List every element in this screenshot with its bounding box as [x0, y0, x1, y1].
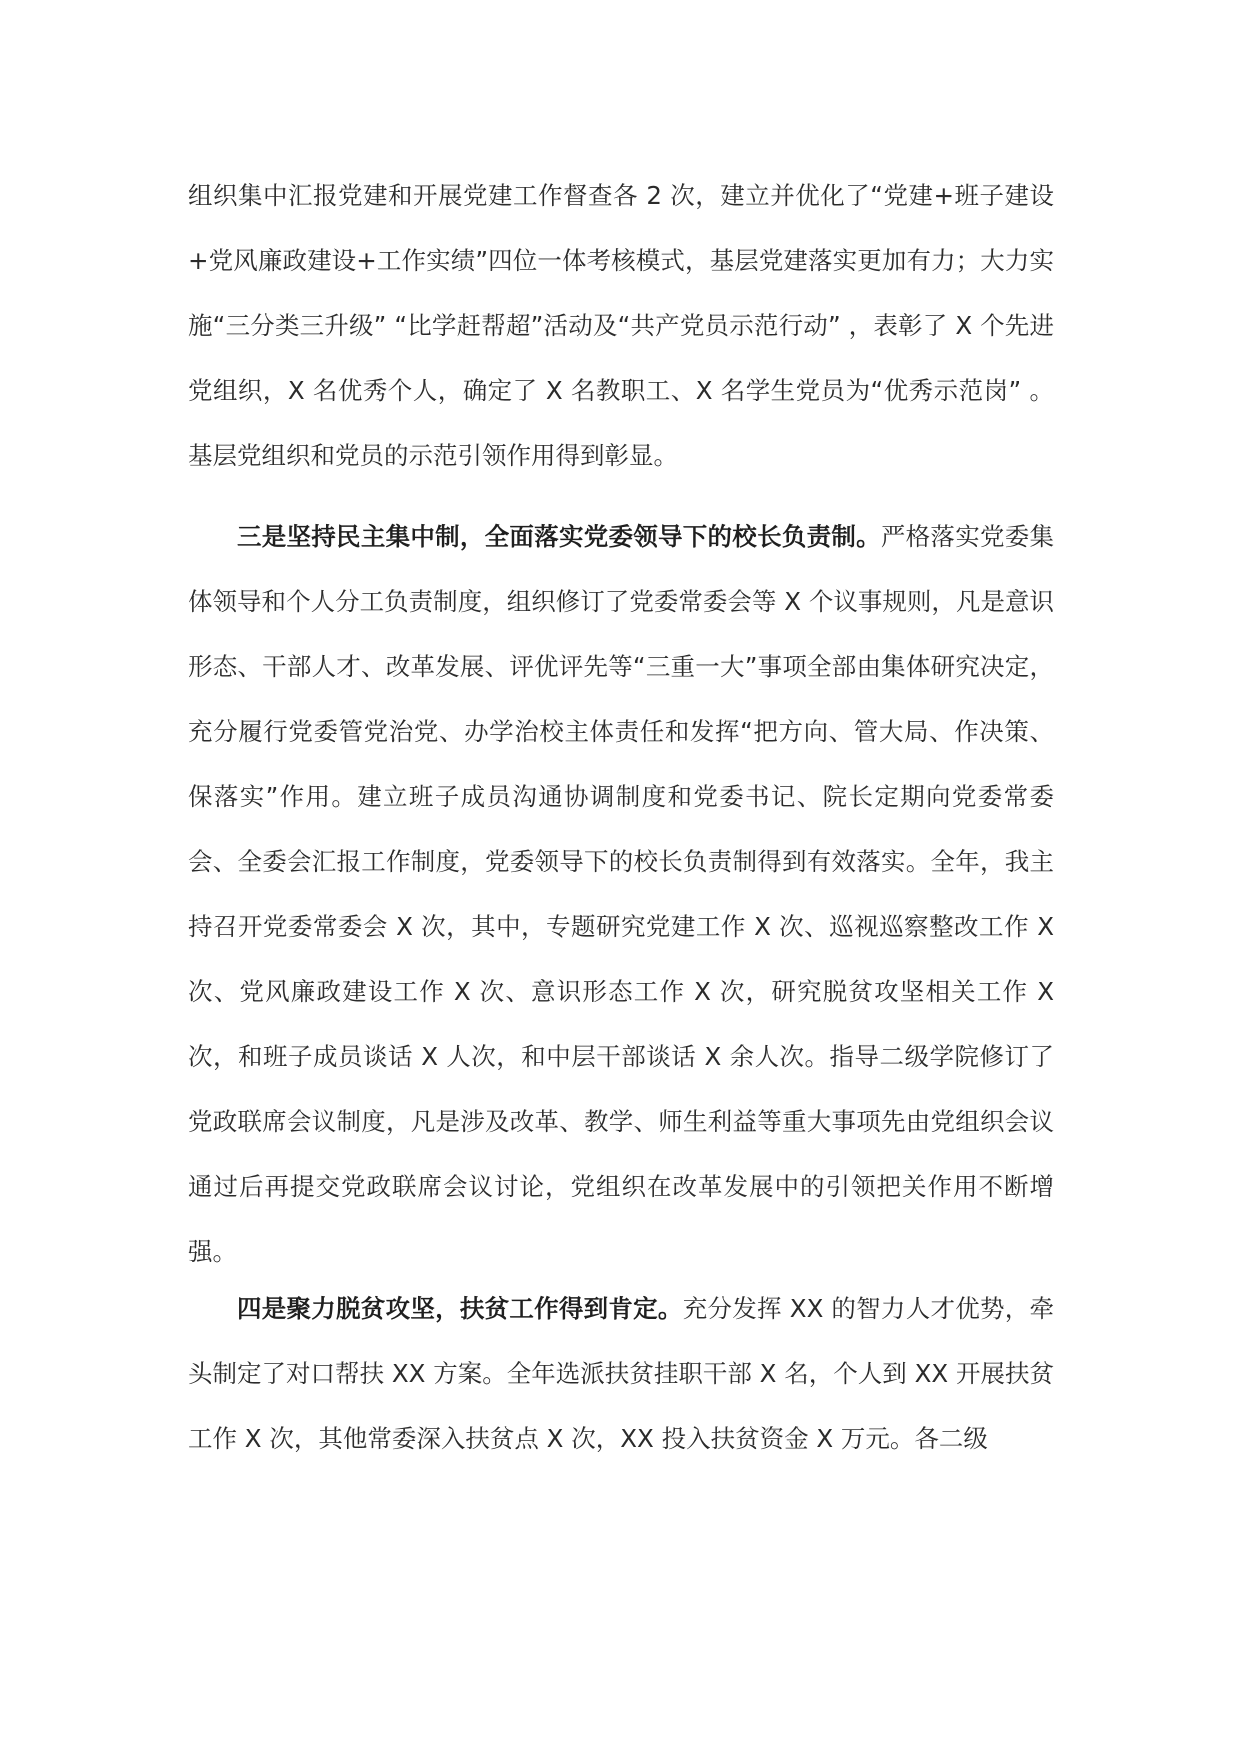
- paragraph-lead-heading: 四是聚力脱贫攻坚，扶贫工作得到肯定。: [237, 1294, 683, 1323]
- paragraph-poverty-alleviation: [188, 1276, 1054, 1471]
- paragraph-democratic-centralism: [188, 504, 1054, 1284]
- paragraph-party-building-continued: [188, 163, 1054, 488]
- paragraph-body: 充分发挥 XX 的智力人才优势，牵头制定了对口帮扶 XX 方案。全年选派扶贫挂职干部 X 名，个人到 XX 开展扶贫工作 X 次，其他常委深入扶贫点 X 次，XX 投入扶贫资金 X 万元。各二级: [188, 1294, 1054, 1453]
- paragraph-lead-heading: 三是坚持民主集中制，全面落实党委领导下的校长负责制。: [237, 522, 881, 551]
- paragraph-body: 严格落实党委集体领导和个人分工负责制度，组织修订了党委常委会等 X 个议事规则，凡是意识形态、干部人才、改革发展、评优评先等“三重一大”事项全部由集体研究决定，充分履行党委管党治党、办学治校主体责任和发挥“把方向、管大局、作决策、保落实”作用。建立班子成员沟通协调制度和党委书记、院长定期向党委常委会、全委会汇报工作制度，党委领导下的校长负责制得到有效落实。全年，我主持召开党委常委会 X 次，其中，专题研究党建工作 X 次、巡视巡察整改工作 X 次、党风廉政建设工作 X 次、意识形态工作 X 次，研究脱贫攻坚相关工作 X 次，和班子成员谈话 X 人次，和中层干部谈话 X 余人次。指导二级学院修订了党政联席会议制度，凡是涉及改革、教学、师生利益等重大事项先由党组织会议通过后再提交党政联席会议讨论，党组织在改革发展中的引领把关作用不断增强。: [188, 522, 1054, 1266]
- paragraph-body: 组织集中汇报党建和开展党建工作督查各 2 次，建立并优化了“党建+班子建设+党风廉政建设+工作实绩”四位一体考核模式，基层党建落实更加有力；大力实施“三分类三升级” “比学赶帮超”活动及“共产党员示范行动” ，表彰了 X 个先进党组织，X 名优秀个人，确定了 X 名教职工、X 名学生党员为“优秀示范岗” 。基层党组织和党员的示范引领作用得到彰显。: [188, 181, 1054, 470]
